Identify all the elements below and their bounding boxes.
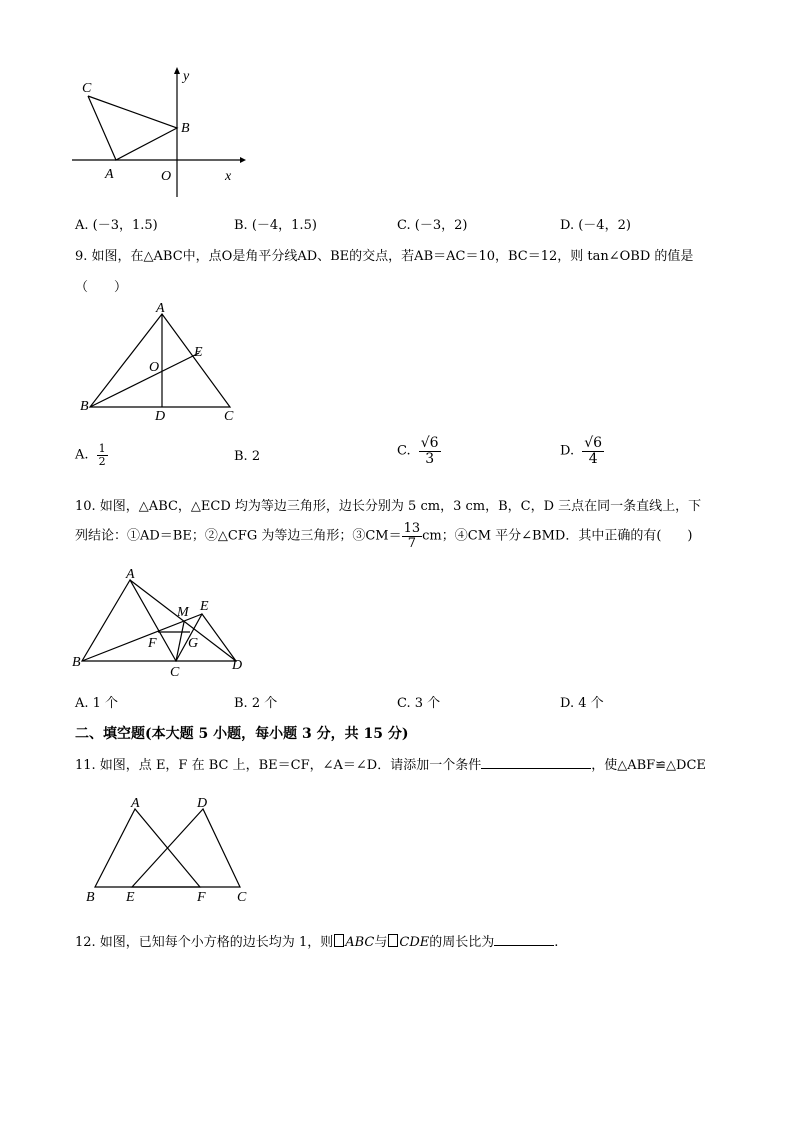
q12-mid: 与 (374, 935, 388, 950)
q11-label-F: F (197, 890, 206, 905)
q9-option-d (560, 436, 604, 466)
q12-triangle-cde: CDE (399, 935, 430, 950)
q10-option-d: D. 4 个 (560, 696, 604, 711)
q10-label-B: B (72, 655, 81, 670)
q9-label-C: C (224, 409, 234, 424)
q9-paren: （ ） (75, 280, 128, 295)
q9-option-b: B. 2 (234, 449, 261, 464)
q12-stem-a: 12. 如图，已知每个小方格的边长均为 1，则 (75, 935, 334, 950)
q12-end: . (554, 935, 559, 950)
q11-label-B: B (86, 890, 95, 905)
q9-option-d-prefix: D. (560, 443, 575, 459)
q10-label-C: C (170, 665, 180, 680)
q8-label-O: O (161, 169, 172, 184)
q11-stem-b: ，使△ABF≌△DCE (591, 758, 706, 773)
q10-option-b: B. 2 个 (234, 696, 278, 711)
q9-option-a-numerator: 1 (98, 442, 106, 455)
q8-label-B: B (181, 121, 190, 136)
q10-stem-line2 (75, 522, 692, 550)
q10-fraction (402, 522, 423, 550)
q11-answer-blank[interactable] (481, 755, 591, 769)
q10-label-G: G (188, 636, 199, 651)
q8-label-y: y (183, 69, 190, 84)
q11-label-A: A (131, 796, 140, 811)
q10-option-a: A. 1 个 (75, 696, 119, 711)
q10-label-F: F (148, 636, 157, 651)
q12-answer-blank[interactable] (494, 932, 554, 946)
q9-option-a-denominator: 2 (98, 454, 106, 468)
q9-stem: 9. 如图，在△ABC中，点O是角平分线AD、BE的交点，若AB＝AC＝10，BC＝12，则 tan∠OBD 的值是 (75, 249, 694, 264)
q10-label-A: A (126, 567, 135, 582)
q9-option-d-denominator: 4 (588, 450, 598, 467)
q10-stem-line1: 10. 如图，△ABC，△ECD 均为等边三角形，边长分别为 5 cm，3 cm，B，C，D 三点在同一条直线上，下 (75, 499, 702, 514)
q9-option-c-prefix: C. (397, 443, 411, 459)
q8-label-C: C (82, 81, 92, 96)
q10-stem-line2-b: cm；④CM 平分∠BMD．其中正确的有( ) (422, 528, 693, 544)
q9-option-c (397, 436, 441, 466)
q10-label-D: D (232, 658, 243, 673)
q9-option-d-numerator: √6 (584, 435, 603, 451)
q11-label-D: D (197, 796, 208, 811)
q9-option-a (75, 443, 108, 467)
q8-option-c: C. (－3，2) (397, 218, 468, 233)
q9-option-c-fraction (419, 436, 441, 466)
q9-label-E: E (194, 345, 203, 360)
q9-label-D: D (155, 409, 166, 424)
q11-figure (80, 793, 255, 908)
q8-label-A: A (105, 167, 114, 182)
q10-label-E: E (200, 599, 209, 614)
q9-figure (75, 300, 255, 425)
missing-glyph-icon (388, 934, 398, 947)
q12-triangle-abc: ABC (345, 935, 375, 950)
q8-label-x: x (225, 169, 232, 184)
q9-label-O: O (149, 360, 160, 375)
q9-label-B: B (80, 399, 89, 414)
q10-fraction-numerator: 13 (403, 521, 421, 536)
q9-option-a-fraction (97, 443, 108, 467)
q9-option-d-fraction (582, 436, 604, 466)
q8-figure (70, 62, 250, 202)
q11-stem-a: 11. 如图，点 E，F 在 BC 上，BE＝CF，∠A＝∠D．请添加一个条件 (75, 758, 482, 773)
section-heading: 二、填空题(本大题 5 小题，每小题 3 分，共 15 分) (75, 726, 409, 742)
q10-label-M: M (177, 605, 189, 620)
q11-label-C: C (237, 890, 247, 905)
q9-option-c-denominator: 3 (425, 450, 435, 467)
q10-fraction-denominator: 7 (407, 535, 416, 551)
q11-stem (75, 754, 706, 773)
missing-glyph-icon (334, 934, 344, 947)
q8-option-b: B. (－4，1.5) (234, 218, 317, 233)
q8-option-d: D. (－4，2) (560, 218, 631, 233)
q8-option-a: A. (－3，1.5) (75, 218, 158, 233)
q10-figure (70, 566, 255, 681)
q9-option-a-prefix: A. (75, 447, 89, 463)
q12-stem (75, 931, 558, 950)
q10-option-c: C. 3 个 (397, 696, 441, 711)
q9-label-A: A (156, 301, 165, 316)
q10-stem-line2-a: 列结论：①AD＝BE；②△CFG 为等边三角形；③CM＝ (75, 528, 402, 544)
q9-option-c-numerator: √6 (420, 435, 439, 451)
q11-label-E: E (126, 890, 135, 905)
q12-stem-b: 的周长比为 (429, 935, 495, 950)
